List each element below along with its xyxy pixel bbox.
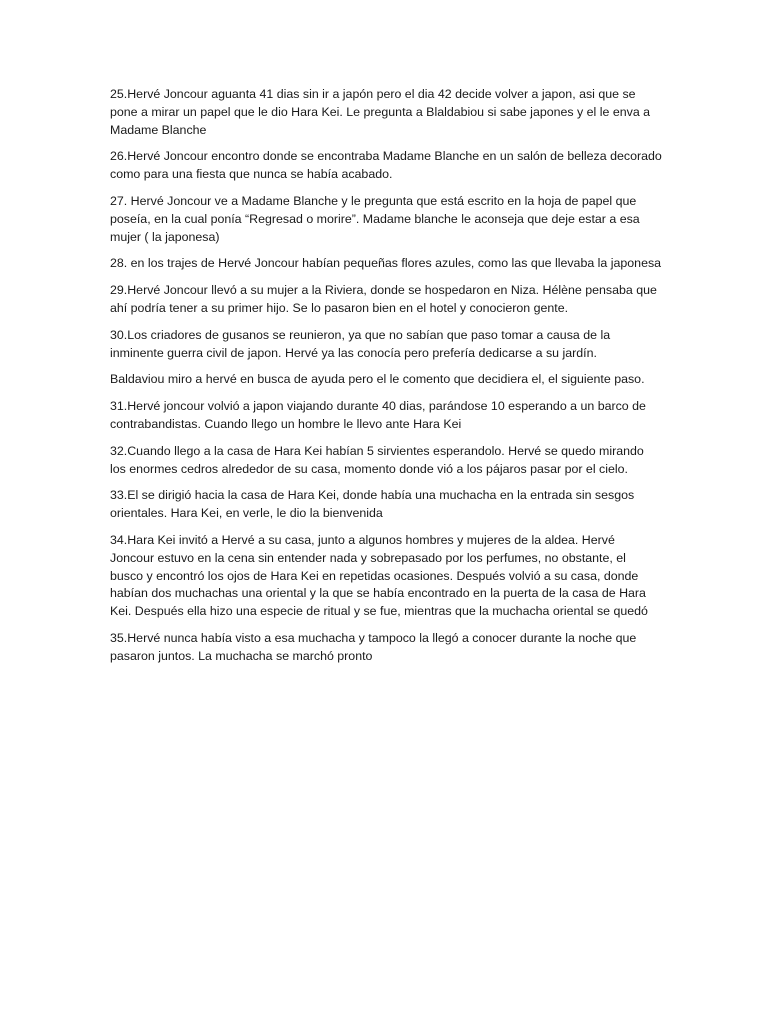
- document-page: [110, 86, 662, 675]
- paragraph-baldaviou: Baldaviou miro a hervé en busca de ayuda pero el le comento que decidiera el, el siguiente paso.: [110, 372, 645, 387]
- paragraph-35: 35.Hervé nunca había visto a esa muchacha y tampoco la llegó a conocer durante la noche que pasaron juntos. La muchacha se marchó pronto: [110, 630, 637, 663]
- paragraph-34: 34.Hara Kei invitó a Hervé a su casa, junto a algunos hombres y mujeres de la aldea. Hervé Joncour estuvo en la cena sin entender nada y sobrepasado por los perfumes, no obstante, el busco y encontró los ojos de Hara Kei en repetidas ocasiones. Después volvió a su casa, donde habían dos muchachas una oriental y la que se había encontrado en la puerta de la casa de Hara Kei. Después ella hizo una especie de ritual y se fue, mientras que la muchacha oriental se quedó: [110, 532, 648, 619]
- paragraph-33: 33.El se dirigió hacia la casa de Hara Kei, donde había una muchacha en la entrada sin sesgos orientales. Hara Kei, en verle, le dio la bienvenida: [110, 488, 635, 521]
- paragraph-32: 32.Cuando llego a la casa de Hara Kei habían 5 sirvientes esperandolo. Hervé se quedo mirando los enormes cedros alrededor de su casa, momento donde vió a los pájaros pasar por el cielo.: [110, 443, 644, 476]
- paragraph-30: 30.Los criadores de gusanos se reunieron, ya que no sabían que paso tomar a causa de la inminente guerra civil de japon. Hervé ya las conocía pero prefería dedicarse a su jardín.: [110, 327, 611, 360]
- paragraph-26: 26.Hervé Joncour encontro donde se encontraba Madame Blanche en un salón de belleza decorado como para una fiesta que nunca se había acabado.: [110, 149, 662, 182]
- paragraph-28: 28. en los trajes de Hervé Joncour habían pequeñas flores azules, como las que llevaba la japonesa: [110, 256, 662, 271]
- paragraph-25: 25.Hervé Joncour aguanta 41 dias sin ir a japón pero el dia 42 decide volver a japon, asi que se pone a mirar un papel que le dio Hara Kei. Le pregunta a Blaldabiou si sabe japones y el le enva a Madame Blanche: [110, 87, 651, 137]
- paragraph-31: 31.Hervé joncour volvió a japon viajando durante 40 dias, parándose 10 esperando a un barco de contrabandistas. Cuando llego un hombre le llevo ante Hara Kei: [110, 399, 646, 431]
- paragraph-27: 27. Hervé Joncour ve a Madame Blanche y le pregunta que está escrito en la hoja de papel que poseía, en la cual ponía “Regresad o morire”. Madame blanche le aconseja que deje estar a esa mujer ( la japonesa): [110, 193, 640, 244]
- paragraph-29: 29.Hervé Joncour llevó a su mujer a la Riviera, donde se hospedaron en Niza. Hélène pensaba que ahí podría tener a su primer hijo. Se lo pasaron bien en el hotel y conocieron gente.: [110, 283, 657, 315]
